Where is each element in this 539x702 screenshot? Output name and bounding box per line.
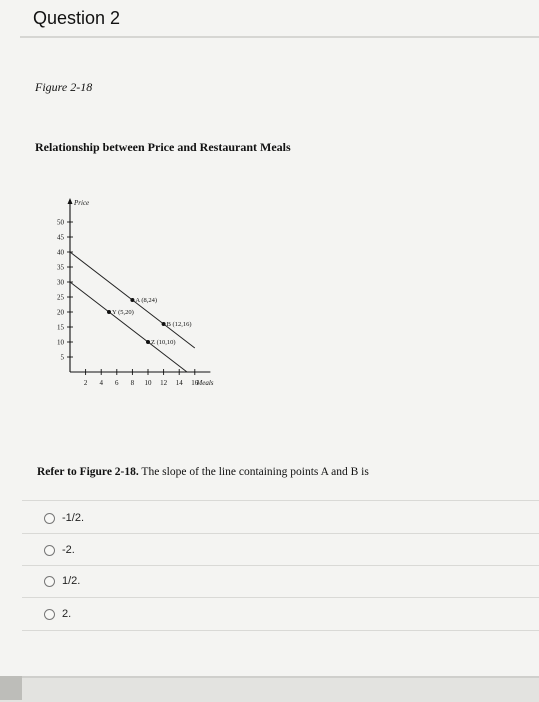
data-point xyxy=(162,322,166,326)
y-axis-arrow xyxy=(68,198,73,204)
answer-option-4[interactable] xyxy=(44,605,71,623)
y-axis-label: Price xyxy=(74,199,90,207)
answer-option-label: 1/2. xyxy=(62,575,81,587)
strip-edge xyxy=(0,676,22,700)
question-title: Question 2 xyxy=(33,8,121,28)
price-meals-chart xyxy=(40,190,250,395)
figure-title: Relationship between Price and Restaurant Meals xyxy=(35,140,291,154)
point-label: Z (10,10) xyxy=(151,339,176,346)
x-tick-label: 14 xyxy=(175,379,183,387)
prompt-text: The slope of the line containing points A and B is xyxy=(138,466,369,478)
point-label: B (12,16) xyxy=(166,321,192,328)
answer-option-2[interactable] xyxy=(44,541,75,559)
answer-option-label: -2. xyxy=(62,544,75,556)
answer-option-label: -1/2. xyxy=(62,512,85,524)
x-tick-label: 4 xyxy=(99,379,103,387)
y-tick-label: 20 xyxy=(57,308,64,317)
x-tick-label: 2 xyxy=(83,379,88,387)
y-tick-label: 50 xyxy=(57,218,64,227)
x-tick-label: 10 xyxy=(144,379,152,387)
x-axis-label: Meals xyxy=(196,379,214,387)
x-tick-label: 16 xyxy=(191,379,199,387)
radio-button[interactable] xyxy=(44,609,55,620)
answer-option-3[interactable] xyxy=(44,572,80,590)
next-question-strip xyxy=(0,676,539,702)
divider xyxy=(22,565,539,566)
radio-button[interactable] xyxy=(44,545,55,556)
prompt-figure-ref: Refer to Figure 2-18. xyxy=(37,466,139,478)
y-tick-label: 25 xyxy=(57,293,64,302)
header-divider xyxy=(20,36,539,38)
answer-option-label: 2. xyxy=(62,608,72,620)
data-point xyxy=(107,310,111,314)
divider xyxy=(22,533,539,534)
divider xyxy=(22,500,539,501)
radio-button[interactable] xyxy=(44,576,55,587)
x-tick-label: 6 xyxy=(115,379,119,387)
data-point xyxy=(130,298,134,302)
question-prompt xyxy=(37,466,369,478)
figure-label: Figure 2-18 xyxy=(35,80,93,94)
answer-option-1[interactable] xyxy=(44,509,84,527)
y-tick-label: 45 xyxy=(57,233,64,242)
x-tick-label: 12 xyxy=(160,379,168,387)
divider xyxy=(22,630,539,631)
y-tick-label: 10 xyxy=(57,338,64,347)
y-tick-label: 15 xyxy=(57,323,64,332)
y-tick-label: 35 xyxy=(57,263,64,272)
chevron-right-icon[interactable] xyxy=(0,6,14,28)
x-tick-label: 8 xyxy=(130,379,135,387)
radio-button[interactable] xyxy=(44,513,55,524)
y-tick-label: 40 xyxy=(57,248,64,257)
y-tick-label: 30 xyxy=(57,278,64,287)
y-tick-label: 5 xyxy=(60,353,64,362)
data-point xyxy=(146,340,150,344)
divider xyxy=(22,597,539,598)
point-label: A (8,24) xyxy=(135,297,158,304)
point-label: Y (5,20) xyxy=(112,309,134,316)
